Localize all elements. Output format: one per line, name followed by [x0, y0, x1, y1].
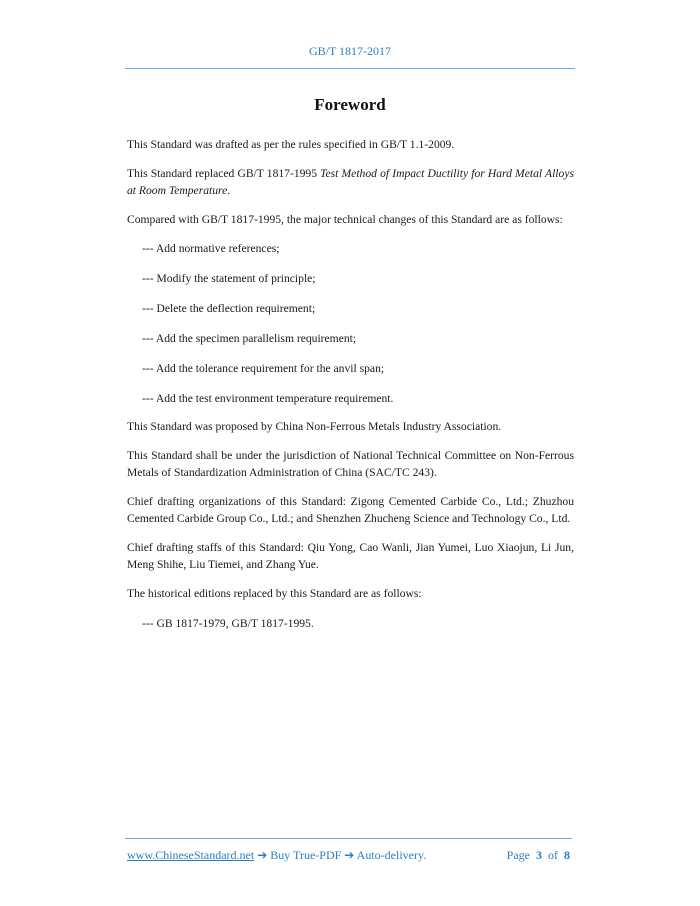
change-item: --- Add the specimen parallelism requirement;	[142, 332, 357, 346]
change-item: --- Add the test environment temperature requirement.	[142, 391, 394, 405]
change-item: --- Modify the statement of principle;	[142, 272, 316, 286]
replaced-suffix: .	[227, 184, 231, 197]
change-item: --- Delete the deflection requirement;	[142, 302, 316, 316]
paragraph-proposed: This Standard was proposed by China Non-Ferrous Metals Industry Association.	[127, 420, 502, 434]
header-divider	[125, 68, 575, 69]
change-item: --- Add the tolerance requirement for the anvil span;	[142, 361, 385, 375]
header-doc-id: GB/T 1817-2017	[308, 44, 392, 58]
foreword-body	[127, 136, 574, 632]
site-link[interactable]: www.ChineseStandard.net	[127, 848, 255, 862]
paragraph-staffs: Chief drafting staffs of this Standard: Qiu Yong, Cao Wanli, Jian Yumei, Luo Xiaojun, Li Jun, Meng Shihe, Liu Tiemei, and Zhang Yue.	[127, 540, 574, 572]
replaced-standard-title: Test Method of Impact Ductility for Hard Metal Alloys at Room Temperature	[127, 166, 574, 197]
page-indicator	[507, 848, 570, 863]
paragraph-organizations: Chief drafting organizations of this Standard: Zigong Cemented Carbide Co., Ltd.; Zhuzhou Cemented Carbide Group Co., Ltd.; and Shenzhen Zhucheng Science and Technology Co., Ltd.	[127, 494, 574, 526]
historical-editions-item: --- GB 1817-1979, GB/T 1817-1995.	[142, 616, 314, 630]
footer-divider	[125, 838, 572, 839]
change-item: --- Add normative references;	[142, 242, 280, 256]
paragraph-replaced	[127, 165, 574, 200]
paragraph-historical: The historical editions replaced by this Standard are as follows:	[127, 586, 422, 600]
page-of: of	[548, 848, 558, 862]
replaced-prefix: This Standard replaced GB/T 1817-1995	[127, 166, 321, 180]
footer	[127, 848, 572, 863]
footer-promo: ➔ Buy True-PDF ➔ Auto-delivery.	[254, 848, 427, 862]
page-label: Page	[506, 848, 530, 862]
page-title: Foreword	[314, 95, 386, 114]
page-current: 3	[536, 848, 542, 862]
paragraph-compared: Compared with GB/T 1817-1995, the major technical changes of this Standard are as follows:	[127, 212, 563, 226]
page-total: 8	[564, 848, 570, 862]
paragraph-drafted: This Standard was drafted as per the rules specified in GB/T 1.1-2009.	[127, 138, 455, 151]
paragraph-jurisdiction: This Standard shall be under the jurisdiction of National Technical Committee on Non-Ferrous Metals of Standardization Administration of China (SAC/TC 243).	[127, 448, 574, 480]
